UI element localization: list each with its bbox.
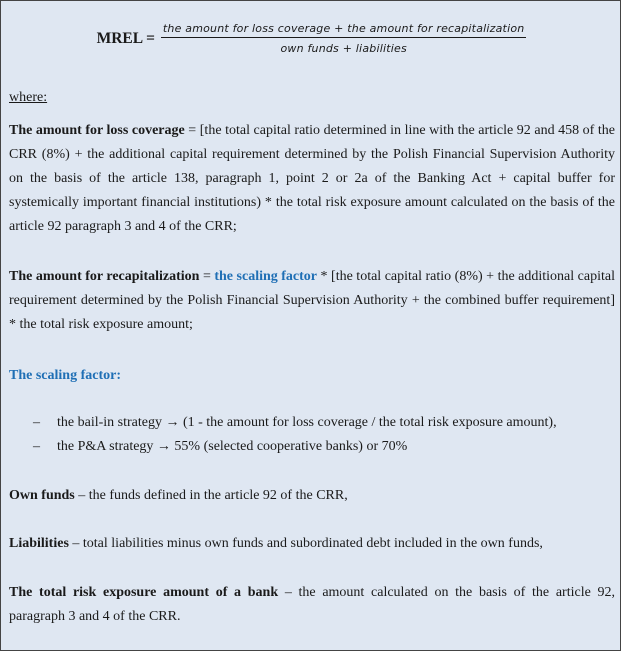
formula-denominator: own funds + liabilities [280,42,407,55]
loss-coverage-term: The amount for loss coverage [9,123,185,138]
loss-coverage-definition: = [the total capital ratio determined in line with the article 92 and 458 of the CRR (8%) + the additional capital requirement determined by the Polish Financial Supervision Authority on the basis of the article 138, paragraph 1, point 2 or 2a of the Banking Act + capital buffer for systemically important financial institutions) * the total risk exposure amount calculated on the basis of the article 92 paragraph 3 and 4 of the CRR; [9,123,616,234]
where-label: where: [9,90,48,105]
mrel-formula [1,22,621,55]
scaling-factor-ref: the scaling factor [214,269,318,284]
formula-fraction [161,22,527,55]
loss-coverage-paragraph [9,119,615,239]
recapitalization-term: The amount for recapitalization [9,269,200,284]
own-funds-definition: – the funds defined in the article 92 of the CRR, [74,488,348,503]
list-dash: – [33,415,40,430]
pa-text: the P&A strategy → 55% (selected cooperative banks) or 70% [57,439,408,454]
formula-lhs: MREL = [96,29,155,47]
liabilities-term: Liabilities [9,536,69,551]
list-item-pa [33,435,621,459]
list-dash: – [33,439,40,454]
risk-exposure-definition: – the amount calculated on the basis of the article 92, paragraph 3 and 4 of the CRR. [9,585,615,624]
bail-in-text: the bail-in strategy → (1 - the amount for loss coverage / the total risk exposure amount), [57,415,557,430]
own-funds-paragraph [9,484,615,508]
own-funds-term: Own funds [9,488,75,503]
liabilities-definition: – total liabilities minus own funds and subordinated debt included in the own funds, [68,536,543,551]
recapitalization-definition: * [the total capital ratio (8%) + the additional capital requirement determined by the Polish Financial Supervision Authority + the combined buffer requirement] * the total risk exposure amount; [9,269,615,332]
recapitalization-paragraph [9,265,615,337]
formula-numerator: the amount for loss coverage + the amount for recapitalization [161,22,527,38]
list-item-bail-in [33,411,621,435]
scaling-factor-heading: The scaling factor: [9,368,121,383]
risk-exposure-term: The total risk exposure amount of a bank [9,585,279,600]
liabilities-paragraph [9,532,615,556]
recapitalization-eq: = [199,269,215,284]
risk-exposure-paragraph [9,581,615,629]
